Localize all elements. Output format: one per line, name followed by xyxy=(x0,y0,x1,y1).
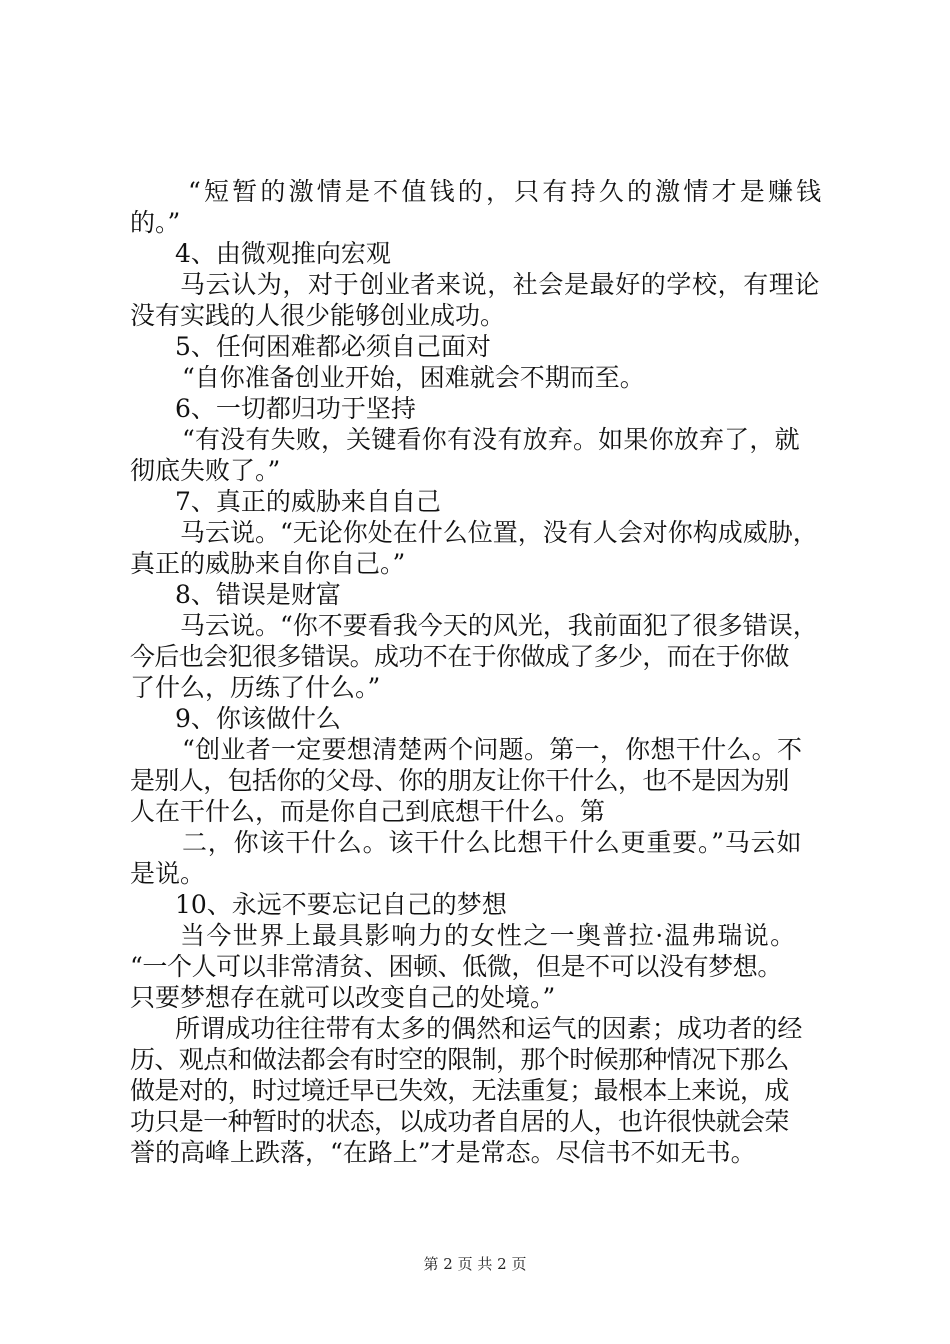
body-line: 马云说。“你不要看我今天的风光，我前面犯了很多错误， xyxy=(180,611,818,640)
section-heading: 5、任何困难都必须自己面对 xyxy=(175,332,491,361)
body-line: 人在干什么，而是你自己到底想干什么。第 xyxy=(130,797,606,826)
body-line: 是别人，包括你的父母、你的朋友让你干什么，也不是因为别 xyxy=(130,766,789,795)
section-heading: 4、由微观推向宏观 xyxy=(175,239,391,268)
section-heading: 9、你该做什么 xyxy=(175,704,341,733)
section-heading: 8、错误是财富 xyxy=(175,580,341,609)
body-line: 所谓成功往往带有太多的偶然和运气的因素；成功者的经 xyxy=(175,1014,803,1043)
body-line: 了什么，历练了什么。” xyxy=(130,673,381,702)
body-line: 是说。 xyxy=(130,859,206,888)
body-line: 今后也会犯很多错误。成功不在于你做成了多少，而在于你做 xyxy=(130,642,789,671)
section-heading: 6、一切都归功于坚持 xyxy=(175,394,416,423)
body-line: 功只是一种暂时的状态，以成功者自居的人，也许很快就会荣 xyxy=(130,1107,789,1136)
body-line: 当今世界上最具影响力的女性之一奥普拉·温弗瑞说。 xyxy=(180,921,797,950)
body-line: “一个人可以非常清贫、困顿、低微，但是不可以没有梦想。 xyxy=(130,952,782,981)
body-line: “自你准备创业开始，困难就会不期而至。 xyxy=(182,363,645,392)
body-line: 彻底失败了。” xyxy=(130,456,281,485)
body-line: 没有实践的人很少能够创业成功。 xyxy=(130,301,506,330)
body-line: 二，你该干什么。该干什么比想干什么更重要。”马云如 xyxy=(182,828,803,857)
body-line: 历、观点和做法都会有时空的限制，那个时候那种情况下那么 xyxy=(130,1045,789,1074)
body-line: 马云说。“无论你处在什么位置，没有人会对你构成威胁， xyxy=(180,518,818,547)
body-line: 誉的高峰上跌落，“在路上”才是常态。尽信书不如无书。 xyxy=(130,1138,756,1167)
body-line: 真正的威胁来自你自己。” xyxy=(130,549,406,578)
body-line: 马云认为，对于创业者来说，社会是最好的学校，有理论 xyxy=(180,270,821,299)
body-line: 做是对的，时过境迁早已失效，无法重复；最根本上来说，成 xyxy=(130,1076,789,1105)
body-line: “有没有失败，关键看你有没有放弃。如果你放弃了，就 xyxy=(182,425,800,454)
body-line: 的。” xyxy=(130,208,181,237)
body-line: “创业者一定要想清楚两个问题。第一，你想干什么。不 xyxy=(182,735,803,764)
body-line: 只要梦想存在就可以改变自己的处境。” xyxy=(130,983,556,1012)
page-footer: 第 2 页 共 2 页 xyxy=(423,1255,527,1273)
section-heading: 7、真正的威胁来自自己 xyxy=(175,487,441,516)
body-line: “短暂的激情是不值钱的，只有持久的激情才是赚钱 xyxy=(188,177,825,206)
section-heading: 10、永远不要忘记自己的梦想 xyxy=(175,890,507,919)
